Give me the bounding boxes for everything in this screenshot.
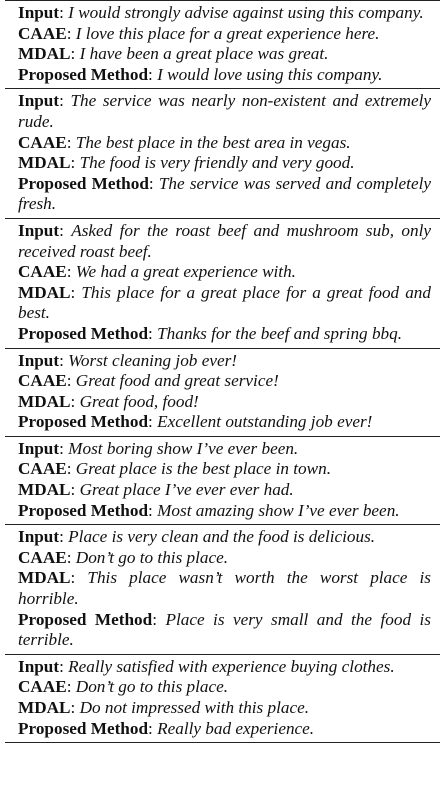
example-block — [5, 219, 440, 348]
proposed-text: Most amazing show I’ve ever been. — [157, 500, 400, 520]
mdal-text: Great place I’ve ever ever had. — [79, 480, 294, 500]
mdal-text: Do not impressed with this place. — [79, 698, 310, 717]
mdal-row: MDAL: I have been a great place was great. — [18, 44, 329, 64]
proposed-text: Thanks for the beef and spring bbq. — [157, 323, 403, 343]
proposed-label: Proposed Method — [18, 64, 149, 84]
example-block — [5, 655, 440, 742]
input-label: Input — [18, 438, 60, 458]
mdal-row: MDAL: This place for a great place for a great food and best. — [18, 282, 431, 323]
mdal-row: MDAL: Do not impressed with this place. — [18, 698, 310, 717]
proposed-row: Proposed Method: Really bad experience. — [18, 718, 315, 738]
proposed-label: Proposed Method — [18, 609, 153, 629]
caae-row: CAAE: We had a great experience with. — [18, 262, 296, 282]
caae-row: CAAE: I love this place for a great experience here. — [18, 23, 380, 43]
proposed-row: Proposed Method: Most amazing show I’ve ever been. — [18, 500, 400, 520]
mdal-text: This place for a great place for a great food and best. — [18, 282, 431, 323]
mdal-text: Great food, food! — [79, 391, 199, 411]
caae-row: CAAE: Don’t go to this place. — [18, 677, 229, 697]
caae-label: CAAE — [18, 23, 67, 43]
caae-text: Great food and great service! — [75, 371, 279, 391]
proposed-text: Place is very small and the food is terrible. — [18, 609, 431, 650]
caae-label: CAAE — [18, 547, 67, 567]
results-table — [5, 0, 440, 743]
bottom-rule — [5, 742, 440, 743]
proposed-label: Proposed Method — [18, 718, 149, 738]
caae-row: CAAE: Don’t go to this place. — [18, 547, 229, 567]
example-block — [5, 349, 440, 436]
input-text: Really satisfied with experience buying clothes. — [68, 656, 395, 676]
proposed-label: Proposed Method — [18, 323, 149, 343]
mdal-row: MDAL: Great food, food! — [18, 391, 199, 411]
input-row: Input: Asked for the roast beef and mushroom sub, only received roast beef. — [18, 220, 432, 261]
input-row: Input: Most boring show I’ve ever been. — [18, 438, 299, 458]
proposed-label: Proposed Method — [18, 173, 149, 193]
input-text: Most boring show I’ve ever been. — [68, 438, 299, 458]
proposed-text: I would love using this company. — [157, 64, 383, 84]
proposed-row: Proposed Method: Thanks for the beef and spring bbq. — [18, 323, 403, 343]
input-text: Place is very clean and the food is delicious. — [68, 527, 376, 547]
input-label: Input — [18, 656, 60, 676]
caae-row: CAAE: Great place is the best place in town. — [18, 459, 332, 479]
caae-label: CAAE — [18, 459, 67, 479]
caae-text: Great place is the best place in town. — [75, 459, 332, 479]
input-label: Input — [18, 91, 60, 111]
mdal-label: MDAL — [18, 44, 71, 64]
input-row: Input: The service was nearly non-existent and extremely rude. — [18, 91, 431, 131]
caae-text: Don’t go to this place. — [75, 547, 229, 567]
proposed-row: Proposed Method: Excellent outstanding job ever! — [18, 412, 373, 432]
mdal-text: This place wasn’t worth the worst place is horrible. — [18, 568, 431, 609]
input-text: Worst cleaning job ever! — [68, 350, 237, 370]
proposed-label: Proposed Method — [18, 412, 149, 432]
input-text: I would strongly advise against using this company. — [68, 3, 424, 22]
proposed-text: The service was served and completely fresh. — [18, 173, 431, 214]
input-label: Input — [18, 527, 60, 547]
mdal-text: I have been a great place was great. — [79, 44, 329, 64]
caae-row: CAAE: Great food and great service! — [18, 371, 279, 391]
input-text: The service was nearly non-existent and extremely rude. — [18, 91, 431, 131]
example-block — [5, 525, 440, 654]
proposed-row: Proposed Method: I would love using this company. — [18, 64, 383, 84]
proposed-row: Proposed Method: Place is very small and the food is terrible. — [18, 609, 431, 650]
mdal-label: MDAL — [18, 480, 71, 500]
caae-text: I love this place for a great experience here. — [75, 23, 380, 43]
mdal-label: MDAL — [18, 153, 71, 173]
caae-text: We had a great experience with. — [75, 262, 296, 282]
input-text: Asked for the roast beef and mushroom sub, only received roast beef. — [18, 220, 432, 261]
mdal-label: MDAL — [18, 282, 71, 302]
example-block — [5, 89, 440, 218]
input-label: Input — [18, 350, 60, 370]
caae-row: CAAE: The best place in the best area in vegas. — [18, 132, 351, 152]
example-block — [5, 1, 440, 88]
mdal-label: MDAL — [18, 391, 71, 411]
input-row: Input: Worst cleaning job ever! — [18, 350, 237, 370]
mdal-label: MDAL — [18, 568, 71, 588]
mdal-text: The food is very friendly and very good. — [79, 153, 355, 173]
caae-label: CAAE — [18, 262, 67, 282]
mdal-row: MDAL: This place wasn’t worth the worst place is horrible. — [18, 568, 431, 609]
proposed-text: Excellent outstanding job ever! — [157, 412, 373, 432]
example-block — [5, 437, 440, 524]
input-row: Input: Really satisfied with experience buying clothes. — [18, 656, 395, 676]
caae-text: The best place in the best area in vegas. — [75, 132, 351, 152]
input-label: Input — [18, 220, 60, 240]
input-row: Input: I would strongly advise against using this company. — [18, 3, 424, 22]
proposed-label: Proposed Method — [18, 500, 149, 520]
caae-text: Don’t go to this place. — [75, 677, 229, 697]
mdal-row: MDAL: The food is very friendly and very good. — [18, 153, 355, 173]
proposed-row: Proposed Method: The service was served and completely fresh. — [18, 173, 431, 214]
caae-label: CAAE — [18, 677, 67, 697]
caae-label: CAAE — [18, 371, 67, 391]
proposed-text: Really bad experience. — [157, 718, 315, 738]
mdal-label: MDAL — [18, 698, 71, 717]
caae-label: CAAE — [18, 132, 67, 152]
input-row: Input: Place is very clean and the food is delicious. — [18, 527, 376, 547]
mdal-row: MDAL: Great place I’ve ever ever had. — [18, 480, 294, 500]
input-label: Input — [18, 3, 60, 22]
